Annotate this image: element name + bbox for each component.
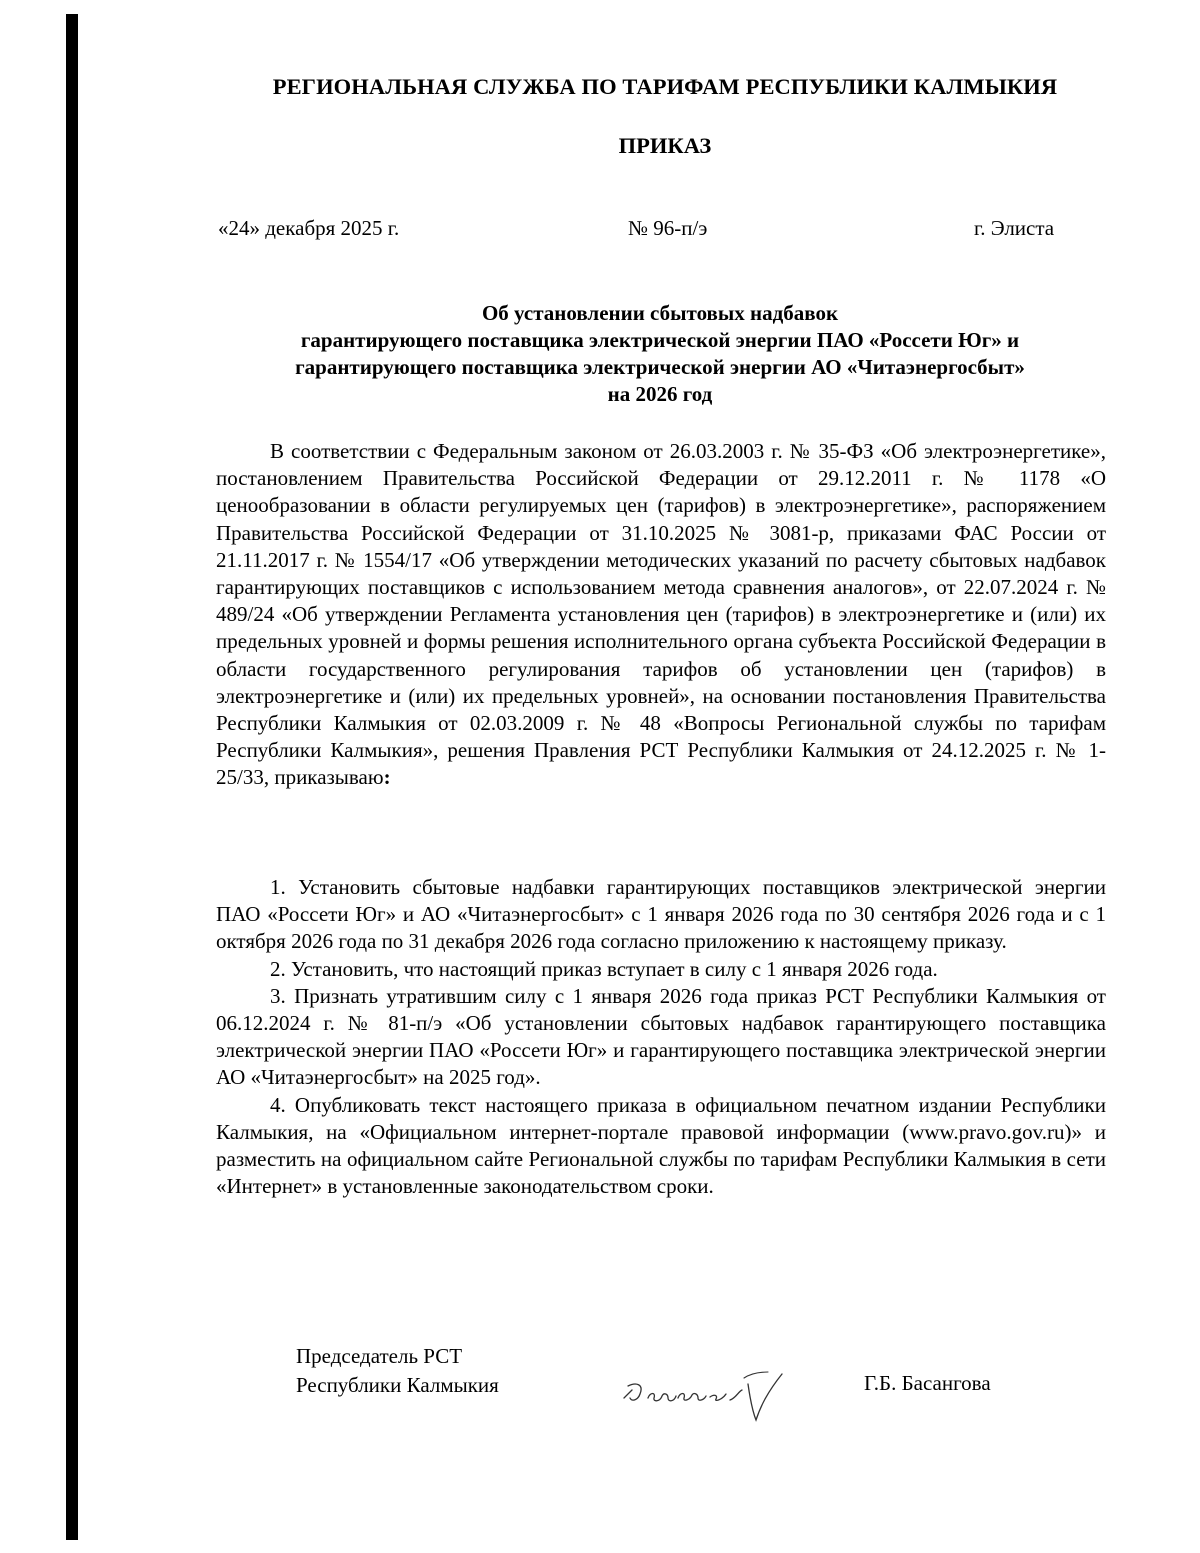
preamble [216,438,1106,792]
signatory-title-line: Председатель РСТ [296,1344,463,1368]
order-number: № 96-п/э [628,216,708,240]
preamble-ending: : [383,765,391,790]
signatory-title [296,1342,499,1400]
preamble-paragraph [216,438,1106,792]
order-item: 4. Опубликовать текст настоящего приказа в официальном печатном издании Республики Калмыкия, на «Официальном интернет-портале правовой информации (www.pravo.gov.ru)» и разместить на официальном сайте Региональной службы по тарифам Республики Калмыкия в сети «Интернет» в установленные законодательством сроки. [216,1092,1106,1199]
document-type: ПРИКАЗ [618,133,712,158]
subject-line: гарантирующего поставщика электрической энергии ПАО «Россети Юг» и [300,328,1020,352]
subject-line: гарантирующего поставщика электрической энергии АО «Читаэнергосбыт» [295,355,1025,379]
preamble-text: В соответствии с Федеральным законом от 26.03.2003 г. № 35-ФЗ «Об электроэнергетике», постановлением Правительства Российской Федерации от 29.12.2011 г. № 1178 «О ценообразовании в области регулируемых цен (тарифов) в электроэнергетике», распоряжением Правительства Российской Федерации от 31.10.2025 № 3081-р, приказами ФАС России от 21.11.2017 г. № 1554/17 «Об утверждении методических указаний по расчету сбытовых надбавок гарантирующих поставщиков с использованием метода сравнения аналогов», от 22.07.2024 г. № 489/24 «Об утверждении Регламента установления цен (тарифов) в электроэнергетике и (или) их предельных уровней и формы решения исполнительного органа субъекта Российской Федерации в области государственного регулирования тарифов об установлении цен (тарифов) в электроэнергетике и (или) их предельных уровней», на основании постановления Правительства Республики Калмыкия от 02.03.2009 г. № 48 «Вопросы Региональной службы по тарифам Республики Калмыкия», решения Правления РСТ Республики Калмыкия от 24.12.2025 г. № 1-25/33, приказываю [216,439,1106,790]
order-item: 3. Признать утратившим силу с 1 января 2026 года приказ РСТ Республики Калмыкия от 06.12.2024 г. № 81-п/э «Об установлении сбытовых надбавок гарантирующего поставщика электрической энергии ПАО «Россети Юг» и гарантирующего поставщика электрической энергии АО «Читаэнергосбыт» на 2025 год». [216,983,1106,1090]
order-item: 1. Установить сбытовые надбавки гарантирующих поставщиков электрической энергии ПАО «Россети Юг» и АО «Читаэнергосбыт» с 1 января 2026 года по 30 сентября 2026 года и с 1 октября 2026 года по 31 декабря 2026 года согласно приложению к настоящему приказу. [216,875,1106,954]
signatory-title-line: Республики Калмыкия [296,1373,499,1397]
order-item: 2. Установить, что настоящий приказ вступает в силу с 1 января 2026 года. [270,956,938,981]
subject-line: на 2026 год [607,382,713,406]
order-city: г. Элиста [974,216,1055,240]
order-items [216,874,1106,1200]
subject-line: Об установлении сбытовых надбавок [481,301,839,325]
organization-title: РЕГИОНАЛЬНАЯ СЛУЖБА ПО ТАРИФАМ РЕСПУБЛИКИ КАЛМЫКИЯ [272,74,1058,99]
signatory-name: Г.Б. Басангова [864,1371,991,1395]
order-date: «24» декабря 2025 г. [218,216,400,240]
handwritten-signature [618,1364,793,1424]
order-subject [215,300,1105,408]
scan-edge-bar [66,14,78,1540]
